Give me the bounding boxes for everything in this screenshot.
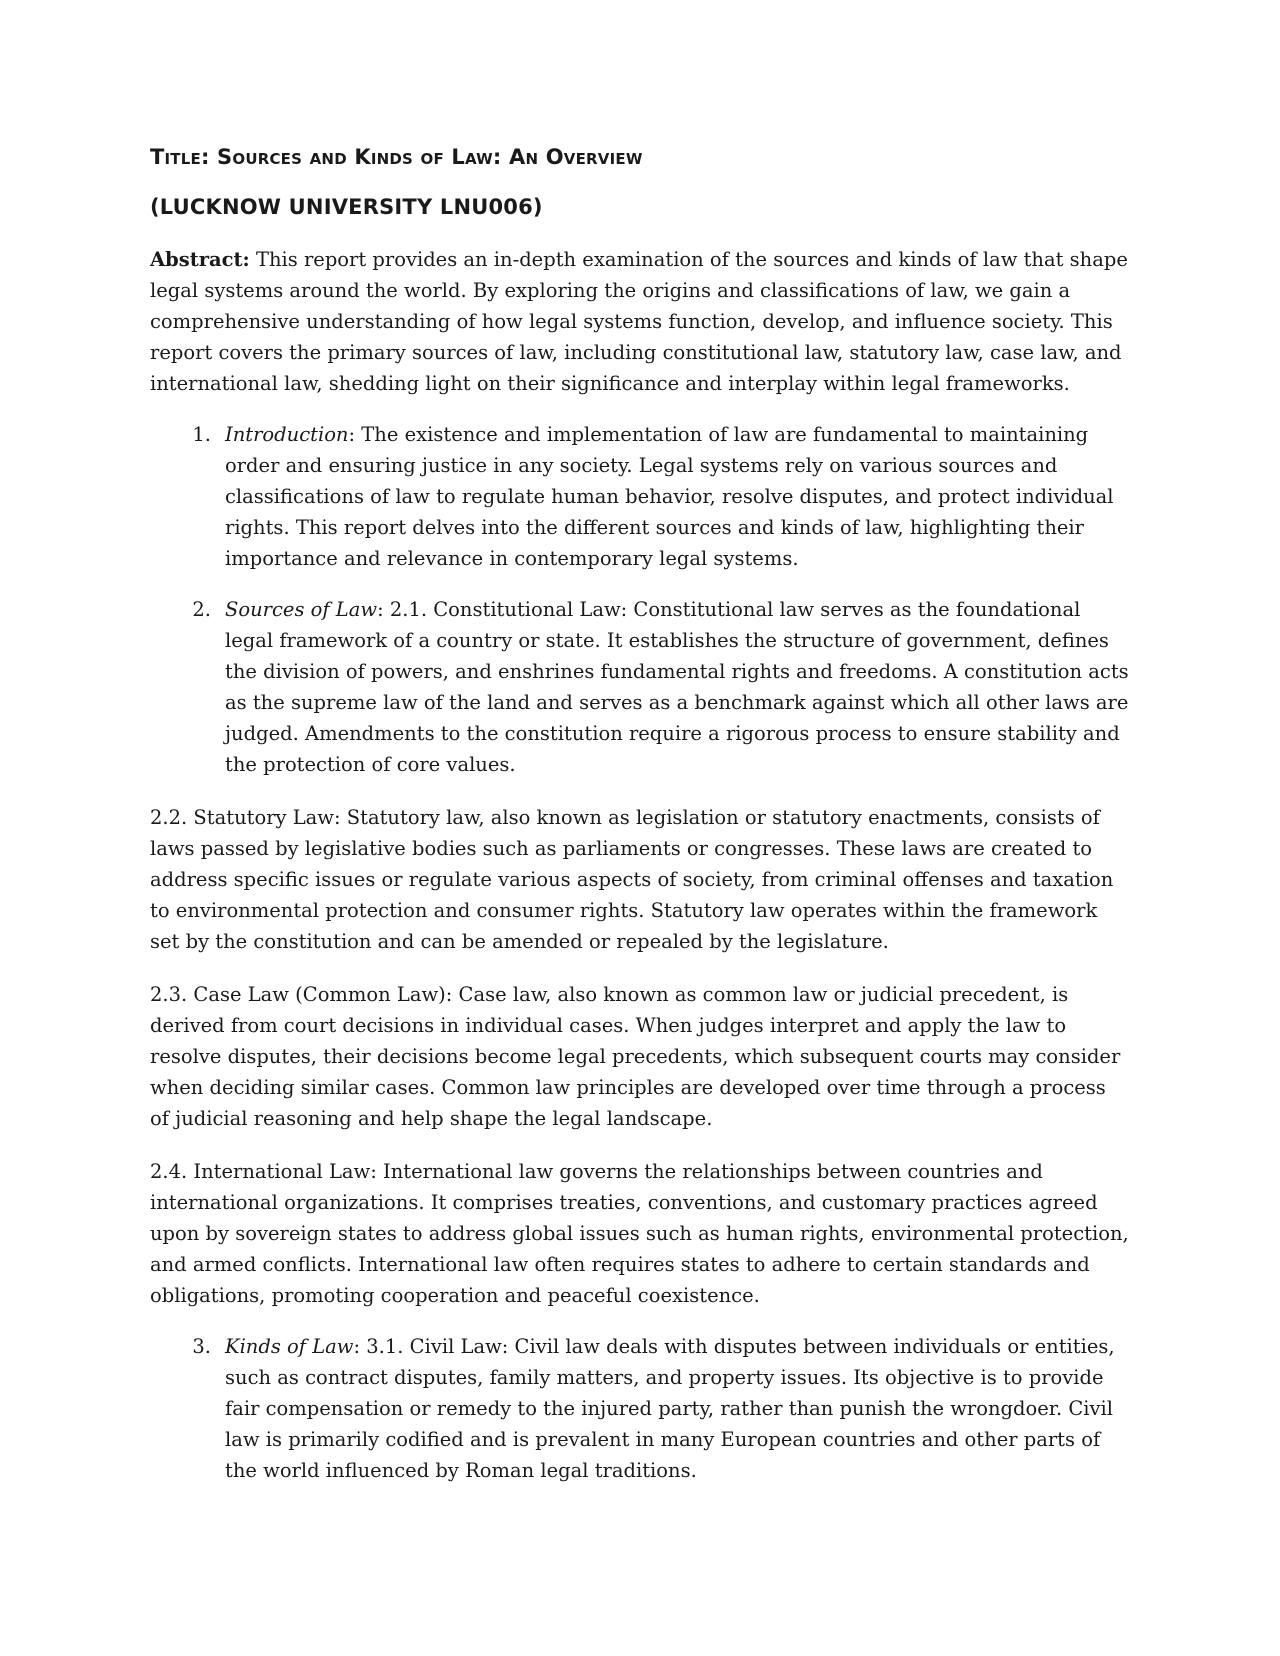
list-item-text: : 3.1. Civil Law: Civil law deals with disputes between individuals or entities, such as contract disputes, family matters, and property issues. Its objective is to provide fair compensation or remedy to the injured party, rather than punish the wrongdoer. Civil law is primarily codified and is prevalent in many European countries and other parts of the world influenced by Roman legal traditions. <box>225 1335 1115 1482</box>
document-page <box>150 142 1130 1486</box>
statutory-law-paragraph: 2.2. Statutory Law: Statutory law, also known as legislation or statutory enactments, consists of laws passed by legislative bodies such as parliaments or congresses. These laws are created to address specific issues or regulate various aspects of society, from criminal offenses and taxation to environmental protection and consumer rights. Statutory law operates within the framework set by the constitution and can be amended or repealed by the legislature. <box>150 806 1114 953</box>
list-number: 2. <box>192 598 211 621</box>
list-item-heading: Kinds of Law <box>225 1335 354 1358</box>
list-number: 1. <box>192 423 211 446</box>
abstract-text: This report provides an in-depth examination of the sources and kinds of law that shape legal systems around the world. By exploring the origins and classifications of law, we gain a comprehensive understanding of how legal systems function, develop, and influence society. This report covers the primary sources of law, including constitutional law, statutory law, case law, and international law, shedding light on their significance and interplay within legal frameworks. <box>150 248 1128 395</box>
list-item-heading: Introduction <box>225 423 349 446</box>
list-number: 3. <box>192 1335 211 1358</box>
case-law-paragraph: 2.3. Case Law (Common Law): Case law, also known as common law or judicial precedent, is derived from court decisions in individual cases. When judges interpret and apply the law to resolve disputes, their decisions become legal precedents, which subsequent courts may consider when deciding similar cases. Common law principles are developed over time through a process of judicial reasoning and help shape the legal landscape. <box>150 983 1121 1130</box>
list-item-kinds-of-law <box>150 1331 1130 1486</box>
abstract-label: Abstract: <box>150 248 250 271</box>
abstract-paragraph <box>150 244 1130 399</box>
list-item-text: : The existence and implementation of law are fundamental to maintaining order and ensuring justice in any society. Legal systems rely on various sources and classifications of law to regulate human behavior, resolve disputes, and protect individual rights. This report delves into the different sources and kinds of law, highlighting their importance and relevance in contemporary legal systems. <box>225 423 1114 570</box>
list-item-sources-of-law <box>150 594 1130 780</box>
document-subtitle: (LUCKNOW UNIVERSITY LNU006) <box>150 195 543 219</box>
document-title: Title: Sources and Kinds of Law: An Overview <box>150 145 643 169</box>
list-item-introduction <box>150 419 1130 574</box>
list-item-body <box>225 419 1130 574</box>
list-item-text: : 2.1. Constitutional Law: Constitutional law serves as the foundational legal framework of a country or state. It establishes the structure of government, defines the division of powers, and enshrines fundamental rights and freedoms. A constitution acts as the supreme law of the land and serves as a benchmark against which all other laws are judged. Amendments to the constitution require a rigorous process to ensure stability and the protection of core values. <box>225 598 1129 776</box>
list-item-body <box>225 1331 1130 1486</box>
list-item-heading: Sources of Law <box>225 598 378 621</box>
international-law-paragraph: 2.4. International Law: International law governs the relationships between countries and international organizations. It comprises treaties, conventions, and customary practices agreed upon by sovereign states to address global issues such as human rights, environmental protection, and armed conflicts. International law often requires states to adhere to certain standards and obligations, promoting cooperation and peaceful coexistence. <box>150 1160 1129 1307</box>
list-item-body <box>225 594 1130 780</box>
